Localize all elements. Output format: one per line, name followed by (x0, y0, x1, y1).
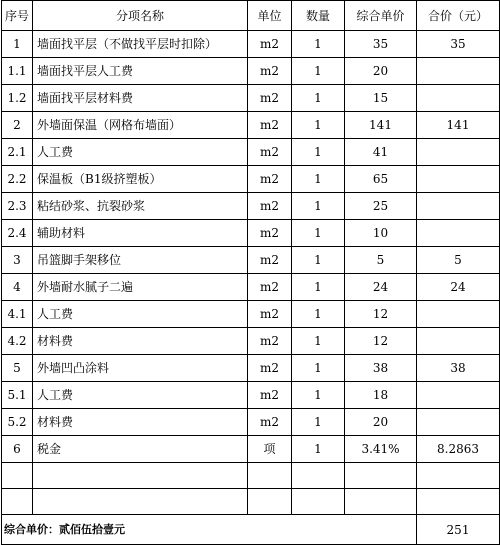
row-unit-price: 141 (345, 112, 417, 139)
row-unit-price: 12 (345, 328, 417, 355)
blank-cell (248, 489, 292, 515)
row-name: 材料费 (33, 409, 248, 436)
row-name: 保温板（B1级挤塑板） (33, 166, 248, 193)
row-unit: m2 (248, 31, 292, 58)
row-unit: m2 (248, 193, 292, 220)
header-no: 序号 (2, 1, 33, 31)
row-qty: 1 (292, 139, 345, 166)
row-qty: 1 (292, 85, 345, 112)
row-qty: 1 (292, 247, 345, 274)
row-qty: 1 (292, 31, 345, 58)
row-unit-price: 20 (345, 58, 417, 85)
row-unit: m2 (248, 247, 292, 274)
row-total (417, 328, 500, 355)
row-total (417, 58, 500, 85)
row-total: 24 (417, 274, 500, 301)
row-no: 2.4 (2, 220, 33, 247)
blank-cell (417, 463, 500, 489)
table-row (2, 220, 500, 247)
row-unit: m2 (248, 85, 292, 112)
blank-cell (2, 489, 33, 515)
row-name: 税金 (33, 436, 248, 463)
table-row (2, 328, 500, 355)
table-row (2, 409, 500, 436)
blank-row (2, 463, 500, 489)
row-qty: 1 (292, 355, 345, 382)
row-no: 3 (2, 247, 33, 274)
row-total: 8.2863 (417, 436, 500, 463)
footer-row (2, 515, 500, 545)
row-name: 粘结砂浆、抗裂砂浆 (33, 193, 248, 220)
row-unit: m2 (248, 328, 292, 355)
row-unit: 项 (248, 436, 292, 463)
row-no: 4 (2, 274, 33, 301)
blank-cell (2, 463, 33, 489)
row-no: 6 (2, 436, 33, 463)
row-name: 吊篮脚手架移位 (33, 247, 248, 274)
blank-cell (248, 463, 292, 489)
row-unit-price: 24 (345, 274, 417, 301)
row-unit: m2 (248, 409, 292, 436)
row-unit: m2 (248, 58, 292, 85)
row-unit-price: 38 (345, 355, 417, 382)
table-row (2, 436, 500, 463)
table-row (2, 355, 500, 382)
table-row (2, 166, 500, 193)
row-total (417, 382, 500, 409)
row-total (417, 409, 500, 436)
row-total: 141 (417, 112, 500, 139)
row-no: 2 (2, 112, 33, 139)
header-row (2, 1, 500, 31)
row-no: 5.1 (2, 382, 33, 409)
row-unit-price: 18 (345, 382, 417, 409)
row-qty: 1 (292, 220, 345, 247)
row-no: 1.1 (2, 58, 33, 85)
table-row (2, 139, 500, 166)
row-unit-price: 3.41% (345, 436, 417, 463)
row-unit-price: 10 (345, 220, 417, 247)
row-no: 1 (2, 31, 33, 58)
row-name: 人工费 (33, 139, 248, 166)
row-name: 外墙凹凸涂料 (33, 355, 248, 382)
row-no: 2.3 (2, 193, 33, 220)
row-no: 1.2 (2, 85, 33, 112)
table-row (2, 31, 500, 58)
blank-cell (345, 463, 417, 489)
row-name: 辅助材料 (33, 220, 248, 247)
row-name: 材料费 (33, 328, 248, 355)
row-total (417, 220, 500, 247)
row-no: 2.1 (2, 139, 33, 166)
row-no: 5.2 (2, 409, 33, 436)
header-name: 分项名称 (33, 1, 248, 31)
table-row (2, 58, 500, 85)
row-total (417, 166, 500, 193)
row-unit: m2 (248, 382, 292, 409)
table-row (2, 301, 500, 328)
table-row (2, 382, 500, 409)
row-name: 人工费 (33, 382, 248, 409)
row-qty: 1 (292, 193, 345, 220)
row-qty: 1 (292, 166, 345, 193)
row-name: 墙面找平层材料费 (33, 85, 248, 112)
row-total: 35 (417, 31, 500, 58)
row-unit: m2 (248, 139, 292, 166)
row-qty: 1 (292, 58, 345, 85)
table-row (2, 193, 500, 220)
table-row (2, 85, 500, 112)
footer-label: 综合单价：贰佰伍拾壹元 (2, 515, 417, 545)
blank-cell (417, 489, 500, 515)
blank-row (2, 489, 500, 515)
header-qty: 数量 (292, 1, 345, 31)
row-unit-price: 12 (345, 301, 417, 328)
header-unit: 单位 (248, 1, 292, 31)
row-name: 墙面找平层（不做找平层时扣除） (33, 31, 248, 58)
row-total: 38 (417, 355, 500, 382)
row-unit-price: 35 (345, 31, 417, 58)
row-total (417, 301, 500, 328)
row-unit: m2 (248, 274, 292, 301)
blank-cell (292, 463, 345, 489)
row-qty: 1 (292, 301, 345, 328)
row-name: 墙面找平层人工费 (33, 58, 248, 85)
row-no: 2.2 (2, 166, 33, 193)
row-qty: 1 (292, 409, 345, 436)
table-row (2, 112, 500, 139)
row-qty: 1 (292, 112, 345, 139)
row-unit-price: 15 (345, 85, 417, 112)
row-unit: m2 (248, 112, 292, 139)
header-total: 合价（元） (417, 1, 500, 31)
row-name: 外墙面保温（网格布墙面） (33, 112, 248, 139)
row-qty: 1 (292, 382, 345, 409)
row-no: 5 (2, 355, 33, 382)
row-total (417, 85, 500, 112)
row-qty: 1 (292, 274, 345, 301)
row-total: 5 (417, 247, 500, 274)
row-total (417, 139, 500, 166)
row-unit: m2 (248, 301, 292, 328)
blank-cell (345, 489, 417, 515)
row-unit-price: 41 (345, 139, 417, 166)
row-no: 4.1 (2, 301, 33, 328)
blank-cell (292, 489, 345, 515)
row-unit-price: 25 (345, 193, 417, 220)
row-unit: m2 (248, 220, 292, 247)
row-qty: 1 (292, 436, 345, 463)
row-total (417, 193, 500, 220)
table-row (2, 247, 500, 274)
row-unit: m2 (248, 166, 292, 193)
row-name: 外墙耐水腻子二遍 (33, 274, 248, 301)
row-unit-price: 5 (345, 247, 417, 274)
blank-cell (33, 463, 248, 489)
row-qty: 1 (292, 328, 345, 355)
footer-total: 251 (417, 515, 500, 545)
row-name: 人工费 (33, 301, 248, 328)
quote-table (1, 0, 500, 545)
header-unit-price: 综合单价 (345, 1, 417, 31)
row-unit-price: 20 (345, 409, 417, 436)
row-unit-price: 65 (345, 166, 417, 193)
blank-cell (33, 489, 248, 515)
table-row (2, 274, 500, 301)
row-no: 4.2 (2, 328, 33, 355)
row-unit: m2 (248, 355, 292, 382)
